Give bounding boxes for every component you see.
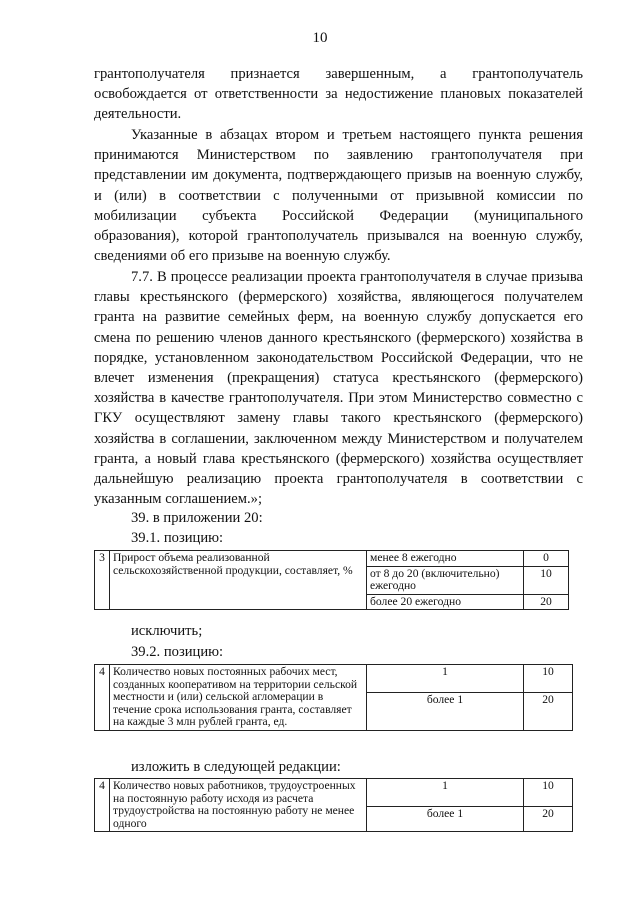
item-39-1-heading: 39.1. позицию:: [131, 530, 224, 546]
paragraph-decisions: Указанные в абзацах втором и третьем настоящего пункта решения принимаются Министерством по заявлению грантополучателя при представлении им документа, подтверждающего призыв на военную службу, и (или) в соответствии с полученными от призывной комиссии по мобилизации субъекта Российской Федерации (муниципального образования), которой грантополучатель призывался на военную службу, сведениями об его призыве на военную службу.: [94, 127, 583, 265]
table-row: [95, 779, 573, 807]
position-number: 4: [95, 665, 110, 731]
score-cell: 0: [524, 551, 569, 567]
score-cell: 10: [524, 665, 573, 693]
score-cell: 10: [524, 779, 573, 807]
condition-cell: более 1: [367, 807, 524, 832]
condition-cell: от 8 до 20 (включительно) ежегодно: [367, 566, 524, 594]
condition-cell: менее 8 ежегодно: [367, 551, 524, 567]
table-row: [95, 665, 573, 693]
page-number: 10: [312, 30, 328, 46]
item-39-heading: 39. в приложении 20:: [131, 510, 263, 526]
score-cell: 20: [524, 693, 573, 731]
score-cell: 10: [524, 566, 569, 594]
paragraph-7-7: 7.7. В процессе реализации проекта грантополучателя в случае призыва главы крестьянского (фермерского) хозяйства, являющегося получателем гранта на развитие семейных ферм, на военную службу допускается его смена по решению членов данного крестьянского (фермерского) хозяйства в порядке, установленном законодательством Российской Федерации, что не влечет изменения (прекращения) статуса крестьянского (фермерского) хозяйства в качестве грантополучателя. При этом Министерство совместно с ГКУ осуществляют замену главы такого крестьянского (фермерского) хозяйства в соглашении, заключенном между Министерством и получателем гранта, а новый глава крестьянского (фермерского) хозяйства осуществляет дальнейшую реализацию проекта грантополучателя в соответствии с указанным соглашением.»;: [94, 269, 583, 508]
condition-cell: более 1: [367, 693, 524, 731]
indicator-cell: Количество новых работников, трудоустроенных на постоянную работу исходя из расчета трудоустройства на постоянную работу не менее одного: [110, 779, 367, 832]
table-row: [95, 551, 569, 567]
score-cell: 20: [524, 594, 569, 610]
condition-cell: более 20 ежегодно: [367, 594, 524, 610]
position-number: 3: [95, 551, 110, 610]
condition-cell: 1: [367, 779, 524, 807]
indicator-cell: Прирост объема реализованной сельскохозяйственной продукции, составляет, %: [110, 551, 367, 610]
exclude-text: исключить;: [131, 623, 203, 639]
restate-text: изложить в следующей редакции:: [131, 759, 341, 775]
condition-cell: 1: [367, 665, 524, 693]
item-39-2-heading: 39.2. позицию:: [131, 644, 224, 660]
table-position-4-new: [94, 778, 573, 832]
table-position-4-old: [94, 664, 573, 731]
indicator-cell: Количество новых постоянных рабочих мест, созданных кооперативом на территории сельской местности и (или) сельской агломерации в течение срока использования гранта, составляет на каждые 3 млн рублей гранта, ед.: [110, 665, 367, 731]
paragraph-continuation: грантополучателя признается завершенным, а грантополучатель освобождается от ответственности за недостижение плановых показателей деятельности.: [94, 66, 583, 123]
table-position-3: [94, 550, 569, 610]
score-cell: 20: [524, 807, 573, 832]
position-number: 4: [95, 779, 110, 832]
